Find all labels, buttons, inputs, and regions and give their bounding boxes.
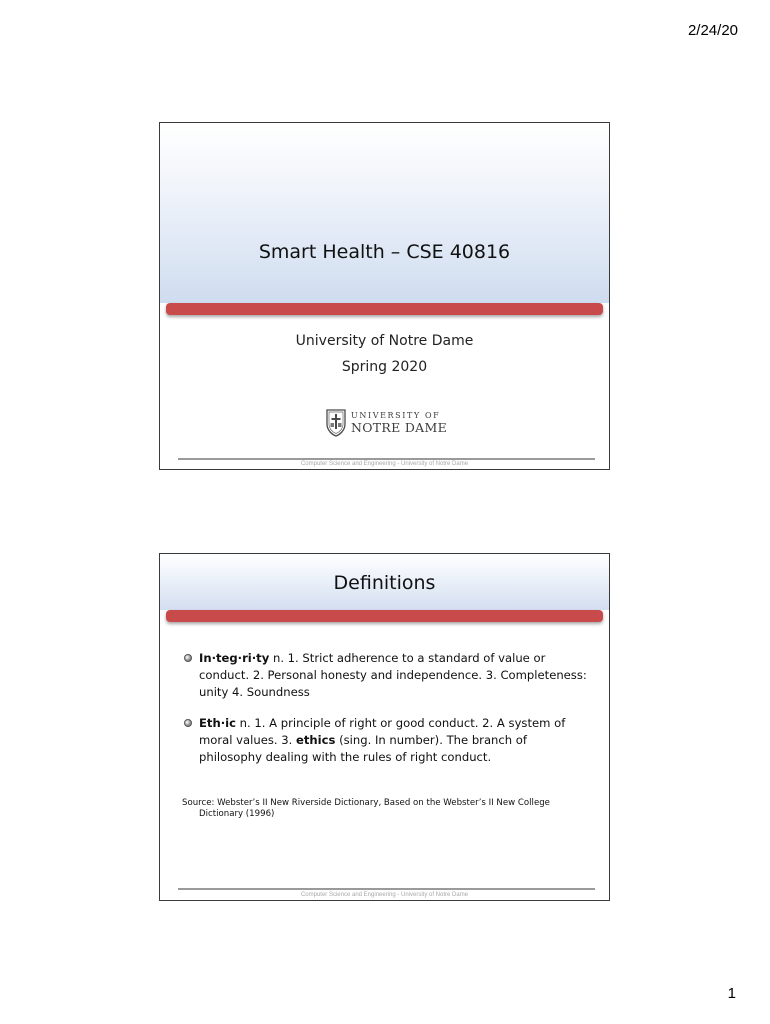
subtitle-university: University of Notre Dame — [295, 333, 474, 349]
logo-text-line1: UNIVERSITY OF — [351, 410, 441, 420]
logo-text-line2: NOTRE DAME — [351, 419, 448, 435]
definition-term: In·teg·ri·ty — [199, 651, 270, 665]
definition-term: Eth·ic — [199, 716, 236, 730]
definition-text: n. 1. Strict adherence to a standard of value or conduct. 2. Personal honesty and independence. 3. Completeness: unity 4. Soundness — [199, 651, 587, 699]
slide-definitions — [159, 553, 610, 901]
definition-integrity — [182, 650, 589, 701]
footer-divider — [178, 888, 595, 890]
bullet-icon — [184, 719, 192, 727]
definition-ethic — [182, 715, 589, 766]
slide-footer: Computer Science and Engineering - University of Notre Dame — [300, 892, 469, 898]
definitions-list — [182, 650, 589, 766]
source-citation: Source: Webster’s II New Riverside Dictionary, Based on the Webster’s II New College Dictionary (1996) — [182, 798, 550, 819]
page-number: 1 — [727, 985, 736, 1002]
subtitle-term: Spring 2020 — [341, 359, 428, 375]
definition-emphasis: ethics — [296, 733, 336, 747]
bullet-icon — [184, 654, 192, 662]
slide-title: Definitions — [333, 572, 436, 594]
accent-bar — [166, 610, 603, 622]
slide-title: Smart Health – CSE 40816 — [258, 241, 511, 263]
slide-footer: Computer Science and Engineering - University of Notre Dame — [300, 461, 469, 467]
definition-text: n. 1. A principle of right or good conduct. 2. A system of moral values. 3. — [199, 716, 566, 747]
header-gradient — [160, 123, 609, 303]
page-date: 2/24/20 — [687, 22, 738, 39]
accent-bar — [166, 303, 603, 315]
university-logo — [326, 407, 447, 439]
notre-dame-shield-icon — [326, 409, 346, 437]
footer-divider — [178, 458, 595, 460]
slide-title-slide — [159, 122, 610, 470]
definition-text-continued: (sing. In number). The branch of philosophy dealing with the rules of right conduct. — [199, 733, 527, 764]
